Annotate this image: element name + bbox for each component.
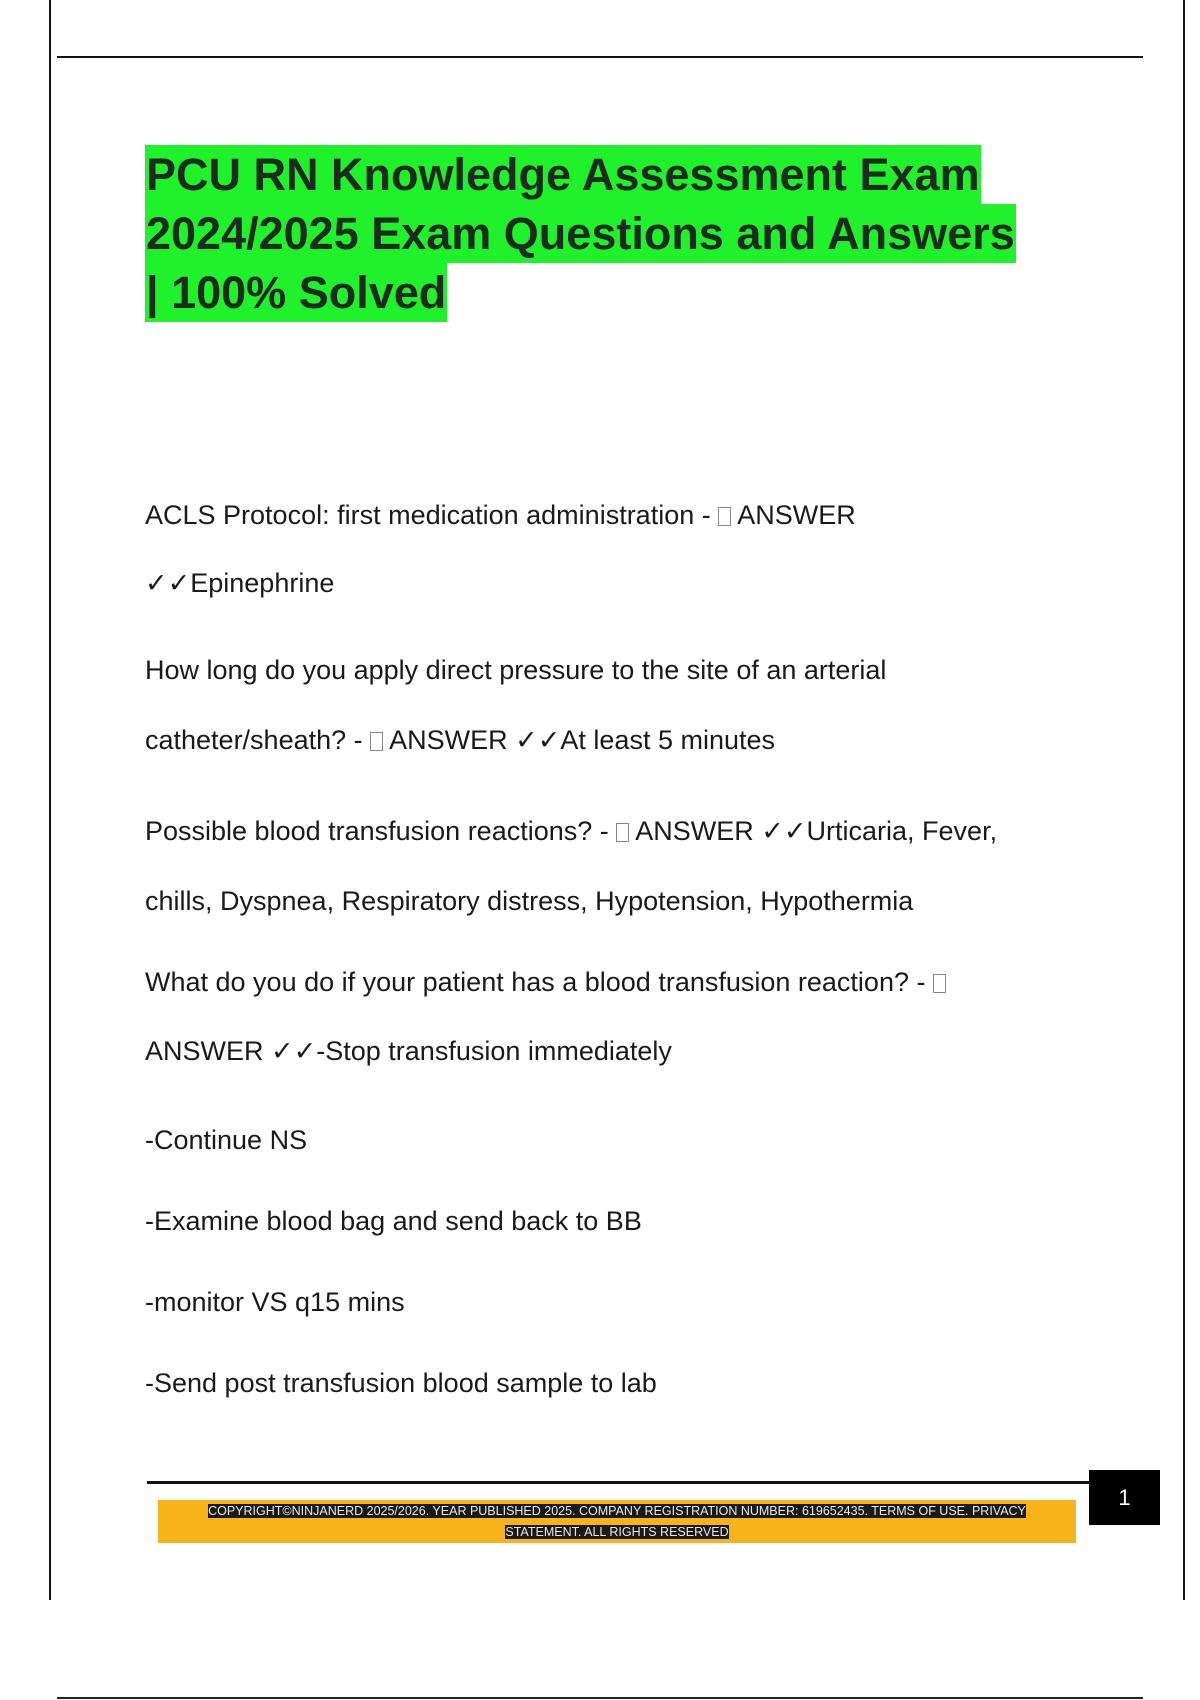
qa-line (145, 816, 1105, 847)
question-text: ACLS Protocol: first medication administration - (145, 500, 719, 530)
question-text: Possible blood transfusion reactions? - (145, 816, 617, 846)
missing-glyph-box-icon (370, 732, 383, 751)
answer-text: -monitor VS q15 mins (145, 1287, 405, 1317)
qa-line (145, 1125, 1105, 1156)
answer-text: ✓✓Epinephrine (145, 568, 335, 598)
answer-text: ANSWER (731, 500, 856, 530)
title-line-1: PCU RN Knowledge Assessment Exam (145, 145, 981, 204)
qa-line (145, 1036, 1105, 1067)
answer-text: -Send post transfusion blood sample to lab (145, 1368, 657, 1398)
title-line-2: 2024/2025 Exam Questions and Answers (145, 204, 1016, 263)
question-text: catheter/sheath? - (145, 725, 371, 755)
qa-line (145, 568, 1105, 599)
question-text: What do you do if your patient has a blood transfusion reaction? - (145, 967, 933, 997)
qa-line (145, 1206, 1105, 1237)
answer-text: ANSWER ✓✓-Stop transfusion immediately (145, 1036, 672, 1066)
question-text: How long do you apply direct pressure to the site of an arterial (145, 655, 887, 685)
copyright-band (158, 1500, 1076, 1543)
answer-text: chills, Dyspnea, Respiratory distress, Hypotension, Hypothermia (145, 886, 914, 916)
qa-line (145, 886, 1105, 917)
qa-line (145, 500, 1105, 531)
qa-line (145, 725, 1105, 756)
answer-text: ANSWER ✓✓At least 5 minutes (383, 725, 776, 755)
copyright-notice (172, 1501, 1062, 1543)
missing-glyph-box-icon (933, 974, 946, 993)
answer-text: ANSWER ✓✓Urticaria, Fever, (629, 816, 998, 846)
answer-text: -Examine blood bag and send back to BB (145, 1206, 642, 1236)
qa-line (145, 655, 1105, 686)
next-page-rule (57, 1697, 1143, 1699)
copyright-line-2: STATEMENT. ALL RIGHTS RESERVED (505, 1524, 729, 1539)
header-rule (57, 56, 1143, 58)
answer-text: -Continue NS (145, 1125, 308, 1155)
page-number: 1 (1089, 1470, 1160, 1525)
copyright-line-1: COPYRIGHT©NINJANERD 2025/2026. YEAR PUBLISHED 2025. COMPANY REGISTRATION NUMBER: 619652435. TERMS OF USE. PRIVACY (208, 1503, 1026, 1518)
qa-line (145, 967, 1105, 998)
page-border-right (1183, 0, 1185, 1600)
title-line-3: | 100% Solved (145, 263, 447, 322)
footer-rule (147, 1481, 1090, 1484)
qa-line (145, 1368, 1105, 1399)
qa-line (145, 1287, 1105, 1318)
page-border-left (49, 0, 51, 1600)
missing-glyph-box-icon (616, 823, 629, 842)
document-title (145, 145, 1095, 322)
missing-glyph-box-icon (718, 507, 731, 526)
